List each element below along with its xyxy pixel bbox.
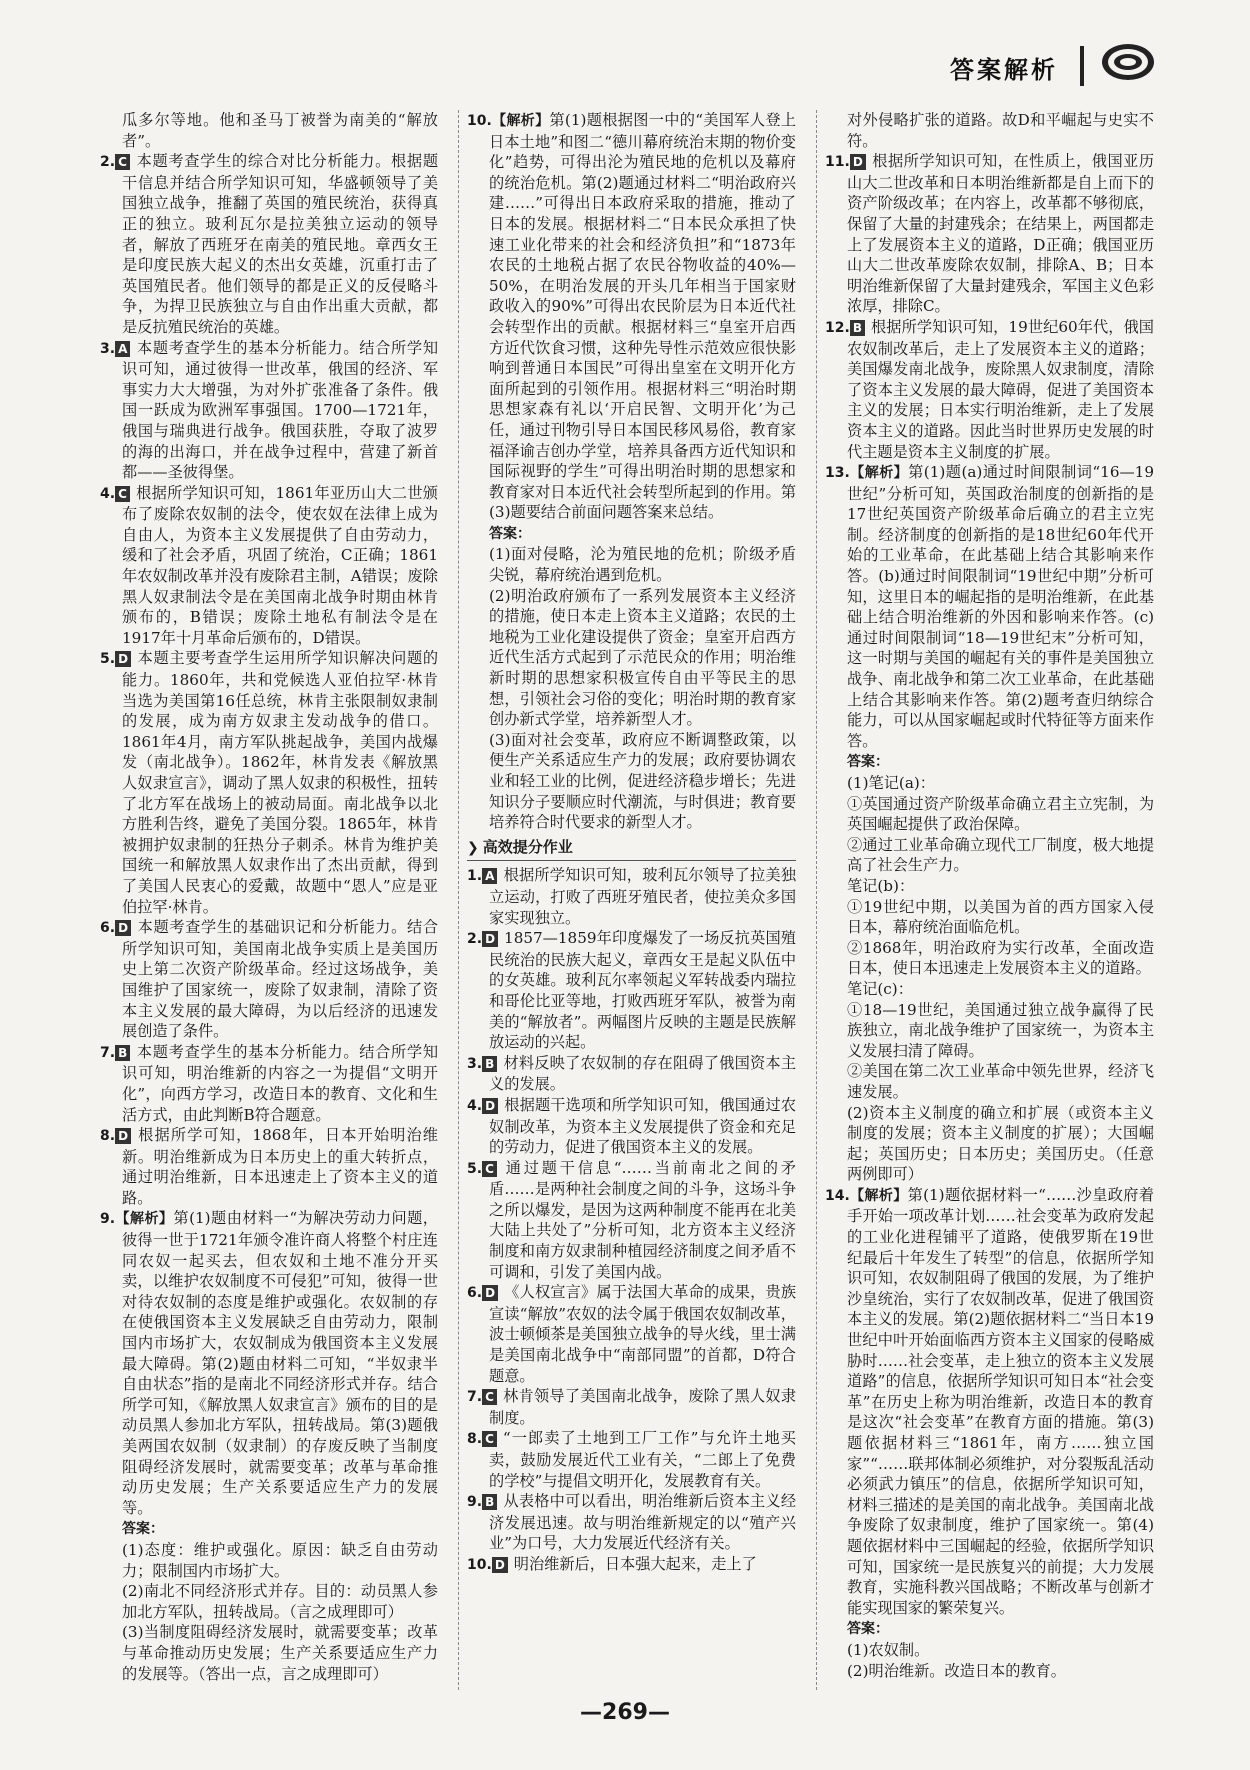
answer-list	[467, 865, 796, 1575]
answer-choice-badge: C	[482, 1389, 497, 1405]
answer-choice-badge: C	[115, 154, 130, 170]
answer-line: ①19世纪中期，以美国为首的西方国家入侵日本，幕府统治面临危机。	[847, 897, 1154, 937]
answer-item-14	[825, 1185, 1154, 1618]
item-number: 1.	[467, 868, 483, 885]
item-text: 根据所学可知，1868年，日本开始明治维新。明治维新成为日本历史上的重大转折点，通过明治维新，日本迅速走上了资本主义的道路。	[122, 1126, 438, 1207]
answer-item-9	[100, 1208, 438, 1518]
item-number: 8.	[100, 1128, 116, 1145]
answer-columns	[100, 110, 1154, 1690]
continued-text: 瓜多尔等地。他和圣马丁被誉为南美的“解放者”。	[122, 111, 438, 150]
analysis-tag: 【解析】	[491, 113, 550, 129]
answer-line: ①18—19世纪，美国通过独立战争赢得了民族独立，南北战争维护了国家统一，为资本主义发展扫清了障碍。	[847, 1000, 1154, 1060]
item-text: 1857—1859年印度爆发了一场反抗英国殖民统治的民族大起义，章西女王是起义队伍中的女英雄。玻利瓦尔率领起义军转战委内瑞拉和哥伦比亚等地，打败西班牙军队，被誉为南美的“解放者”。两幅图片反映的主题是民族解放运动的兴起。	[489, 929, 796, 1052]
answer-item	[467, 865, 796, 928]
item-number: 13.	[825, 465, 850, 482]
answer-line: (1)面对侵略，沦为殖民地的危机；阶级矛盾尖锐，幕府统治遇到危机。	[489, 545, 796, 585]
answer-choice-badge: B	[482, 1494, 497, 1510]
item-text: 根据题干选项和所学知识可知，俄国通过农奴制改革，为资本主义发展提供了资金和充足的劳动力，促进了俄国资本主义的发展。	[489, 1095, 796, 1157]
answer-item	[100, 648, 438, 917]
answer-line: (2)资本主义制度的确立和扩展（或资本主义制度的发展；资本主义制度的扩展）；大国崛起；英国历史；日本历史；美国历史。（任意两例即可）	[847, 1103, 1154, 1184]
answer-choice-badge: C	[482, 1431, 497, 1447]
item-text: 本题考查学生的综合对比分析能力。根据题干信息并结合所学知识可知，华盛顿领导了美国独立战争，推翻了英国的殖民统治，获得真正的独立。玻利瓦尔是拉美独立运动的领导者，解放了西班牙在南美的殖民地。章西女王是印度民族大起义的杰出女英雄，沉重打击了英国殖民者。他们领导的都是正义的反侵略斗争，为捍卫民族独立与自由作出重大贡献，都是反抗殖民统治的英雄。	[122, 152, 438, 336]
item-number: 9.	[100, 1211, 116, 1228]
answer-lines	[847, 773, 1154, 1185]
analysis-tag: 【解析】	[849, 465, 909, 482]
answer-block	[122, 1518, 438, 1684]
page-header	[0, 0, 1250, 100]
answer-item	[825, 317, 1154, 462]
analysis-text: 第(1)题依据材料一“……沙皇政府着手开始一项改革计划……社会变革为政府发起的工业化进程铺平了道路，使俄罗斯在19世纪最后十年发生了转型”的信息，依据所学知识可知，农奴制阻碍了俄国的发展，为了维护沙皇统治，实行了农奴制改革，促进了俄国资本主义的发展。第(2)题依据材料二“当日本19世纪中叶开始面临西方资本主义国家的侵略威胁时……社会变革，走上独立的资本主义发展道路”的信息，依据所学知识可知日本“社会变革”在历史上称为明治维新，改造日本的教育是这次“社会变革”在教育方面的措施。第(3)题依据材料三“1861年，南方……独立国家”“……联邦体制必须维护，对分裂叛乱活动必须武力镇压”的信息，依据所学知识可知，材料三描述的是美国的南北战争。美国南北战争废除了奴隶制度，维护了国家统一。第(4)题依据材料中三国崛起的经验，依据所学知识可知，国家统一是民族复兴的前提；大力发展教育，实施科教兴国战略；不断改革与创新才能实现国家的繁荣复兴。	[847, 1185, 1154, 1617]
item-number: 4.	[467, 1097, 483, 1114]
item-number: 3.	[467, 1055, 483, 1072]
answer-line: (1)笔记(a)：	[847, 774, 935, 792]
answer-item	[467, 1053, 796, 1095]
item-text: 明治维新后，日本强大起来，走上了	[513, 1554, 757, 1573]
item-number: 7.	[100, 1044, 116, 1061]
continued-text: 对外侵略扩张的道路。故D和平崛起与史实不符。	[847, 111, 1154, 150]
item-number: 8.	[467, 1431, 483, 1448]
answer-choice-badge: A	[115, 341, 130, 357]
item-text: 本题考查学生的基本分析能力。结合所学知识可知，通过彼得一世改革，俄国的经济、军事实力大大增强，为对外扩张准备了条件。俄国一跃成为欧洲军事强国。1700—1721年，俄国与瑞典进行战争。俄国获胜，夺取了波罗的海的出海口，并在战争过程中，营建了新首都——圣彼得堡。	[122, 338, 438, 482]
item-number: 4.	[100, 485, 116, 502]
answer-choice-badge: D	[115, 920, 131, 936]
answer-label: 答案：	[847, 754, 889, 771]
answer-line: (1)态度：维护或强化。原因：缺乏自由劳动力；限制国内市场扩大。	[122, 1540, 438, 1580]
answer-line: (3)面对社会变革，政府应不断调整政策，以便生产关系适应生产力的发展；政府要协调农业和轻工业的比例，促进经济稳步增长；先进知识分子要顺应时代潮流，与时俱进；教育要培养符合时代要求的新型人才。	[489, 730, 796, 832]
item-text: 材料反映了农奴制的存在阻碍了俄国资本主义的发展。	[489, 1053, 796, 1094]
answer-line: 笔记(b)：	[847, 876, 915, 895]
item-text: 根据所学知识可知，1861年亚历山大二世颁布了废除农奴制的法令，使农奴在法律上成为自由人，为资本主义发展提供了自由劳动力，缓和了社会矛盾，巩固了统治，C正确；1861年农奴制改革并没有废除君主制，A错误；废除黑人奴隶制法令是在美国南北战争时期由林肯颁布的，B错误；废除土地私有制法令是在1917年十月革命后颁布的，D错误。	[122, 483, 438, 647]
item-text: 根据所学知识可知，玻利瓦尔领导了拉美独立运动，打败了西班牙殖民者，使拉美众多国家实现独立。	[489, 866, 796, 927]
answer-line: (2)明治政府颁布了一系列发展资本主义经济的措施，使日本走上资本主义道路；农民的土地税为工业化建设提供了资金；皇室开启西方近代生活方式起到了示范民众的作用；明治维新时期的思想家积极宣传自由平等民主的思想，引领社会习俗的变化；明治时期的教育家创办新式学堂，培养新型人才。	[489, 586, 796, 729]
header-divider	[1080, 46, 1084, 86]
answer-choice-badge: D	[482, 1098, 498, 1114]
answer-block	[847, 751, 1154, 1184]
answer-choice-badge: C	[115, 486, 130, 502]
item-number: 10.	[467, 1556, 492, 1573]
item-number: 12.	[825, 319, 850, 336]
answer-label: 答案：	[489, 525, 531, 542]
answer-item	[100, 483, 438, 649]
item-number: 2.	[467, 931, 483, 948]
answer-line: ②1868年，明治政府为实行改革，全面改造日本，使日本迅速走上发展资本主义的道路。	[847, 938, 1154, 978]
answer-line: (1)农奴制。	[847, 1640, 930, 1659]
answer-item	[467, 1095, 796, 1158]
column-left	[100, 110, 438, 1690]
analysis-text: 第(1)题由材料一“为解决劳动力问题，彼得一世于1721年颁令准许商人将整个村庄连同农奴一起买去，但农奴和土地不准分开买卖，以维护农奴制度不可侵犯”可知，彼得一世对待农奴制的态度是维护或强化。农奴制的存在使俄国资本主义发展缺乏自由劳动力，限制国内市场扩大，农奴制成为俄国资本主义发展最大障碍。第(2)题由材料二可知，“半奴隶半自由状态”指的是南北不同经济形式并存。结合所学可知，《解放黑人奴隶宣言》颁布的目的是动员黑人参加北方军队，扭转战局。第(3)题俄美两国农奴制（奴隶制）的存废反映了当制度阻碍经济发展时，就需要变革；改革与革命推动历史发展；生产关系要适应生产力的发展等。	[122, 1209, 438, 1517]
answer-lines	[122, 1540, 438, 1684]
answer-label: 答案：	[122, 1521, 164, 1538]
analysis-tag: 【解析】	[115, 1211, 174, 1228]
section-heading	[467, 837, 796, 862]
section-title: 高效提分作业	[482, 837, 573, 856]
analysis-text: 第(1)题根据图一中的“美国军人登上日本土地”和图二“德川幕府统治末期的物价变化”趋势，可得出沦为殖民地的危机以及幕府的统治危机。第(2)题通过材料二“明治政府兴建……”可得出日本政府采取的措施，推动了日本的发展。根据材料二“日本民众承担了快速工业化带来的社会和经济负担”和“1873年农民的土地税占据了农民谷物收益的40%—50%，在明治发展的开头几年相当于国家财政收入的90%”可得出农民阶层为日本近代社会转型作出的贡献。根据材料三“皇室开启西方近代饮食习惯，这种先导性示范效应很快影响到普通日本国民”可得出皇室在文明开化方面所起到的引领作用。根据材料三“明治时期思想家森有礼以‘开启民智、文明开化’为己任，通过刊物引导日本国民移风易俗，教育家福泽谕吉创办学堂，培养具备西方近代知识和国际视野的学生”可得出明治时期的思想家和教育家对日本近代社会转型所起到的作用。第(3)题要结合前面问题答案来总结。	[489, 111, 796, 522]
item-number: 3.	[100, 340, 116, 357]
analysis-tag: 【解析】	[849, 1187, 908, 1204]
answer-choice-badge: D	[482, 1285, 498, 1301]
column-middle	[458, 110, 796, 1690]
item-text: 根据所学知识可知，在性质上，俄国亚历山大二世改革和日本明治维新都是自上而下的资产阶级改革；在内容上，改革都不够彻底，保留了大量的封建残余；在结果上，两国都走上了发展资本主义的道路，D正确；俄国亚历山大二世改革废除农奴制，排除A、B；日本明治维新保留了大量封建残余，军国主义色彩浓厚，排除C。	[847, 152, 1154, 316]
answer-item	[825, 151, 1154, 317]
item-text: 本题考查学生的基本分析能力。结合所学知识可知，明治维新的内容之一为提倡“文明开化”，向西方学习，改造日本的教育、文化和生活方式，由此判断B符合题意。	[122, 1042, 438, 1124]
item-number: 6.	[100, 920, 116, 937]
publisher-logo-icon	[1100, 42, 1156, 82]
item-text: 根据所学知识可知，19世纪60年代，俄国农奴制改革后，走上了发展资本主义的道路；美国爆发南北战争，废除黑人奴隶制度，清除了资本主义发展的最大障碍，促进了美国资本主义的发展；日本实行明治维新，走上了发展资本主义的道路。因此当时世界历史发展的时代主题是资本主义制度的扩展。	[847, 317, 1154, 461]
answer-line: (2)明治维新。改造日本的教育。	[847, 1661, 1066, 1680]
answer-item	[467, 1428, 796, 1491]
item-number: 5.	[100, 651, 116, 668]
answer-choice-badge: D	[482, 931, 498, 947]
answer-choice-badge: D	[850, 154, 866, 170]
answer-list	[825, 151, 1154, 462]
answer-block	[847, 1618, 1154, 1681]
item-text: 本题考查学生的基础识记和分析能力。结合所学知识可知，美国南北战争实质上是美国历史上第二次资产阶级革命。经过这场战争，美国维护了国家统一，废除了奴隶制，清除了资本主义发展的最大障碍，为以后经济的迅速发展创造了条件。	[122, 918, 438, 1041]
answer-item	[467, 1491, 796, 1554]
answer-block	[489, 523, 796, 833]
answer-item	[467, 928, 796, 1053]
header-title: 答案解析	[950, 56, 1058, 84]
answer-line: 笔记(c)：	[847, 979, 913, 998]
item-number: 2.	[100, 154, 116, 171]
answer-line: (2)南北不同经济形式并存。目的：动员黑人参加北方军队，扭转战局。（言之成理即可）	[122, 1582, 438, 1621]
item-number: 6.	[467, 1285, 483, 1302]
item-text: “一郎卖了土地到工厂工作”与允许土地买卖，鼓励发展近代工业有关，“二郎上了免费的学校”与提倡文明开化，发展教育有关。	[489, 1429, 796, 1490]
item-number: 9.	[467, 1494, 483, 1511]
item-number: 5.	[467, 1160, 483, 1177]
column-right	[816, 110, 1154, 1690]
answer-line: (3)当制度阻碍经济发展时，就需要变革；改革与革命推动历史发展；生产关系要适应生产力的发展等。（答出一点，言之成理即可）	[122, 1623, 438, 1683]
answer-choice-badge: D	[115, 1128, 131, 1144]
answer-item	[100, 1125, 438, 1208]
answer-choice-badge: D	[492, 1557, 508, 1573]
item-text: 《人权宣言》属于法国大革命的成果，贵族宣读“解放”农奴的法令属于俄国农奴制改革，波士顿倾茶是美国独立战争的导火线，里士满是美国南北战争中“南部同盟”的首都，D符合题意。	[489, 1283, 796, 1385]
chevron-right-icon: ❯	[467, 839, 479, 856]
answer-list	[100, 151, 438, 1208]
answer-item	[100, 917, 438, 1042]
item-text: 通过题干信息“……当前南北之间的矛盾……是两种社会制度之间的斗争，这场斗争之所以爆发，是因为这两种制度不能再在北美大陆上共处了”分析可知，北方资本主义经济制度和南方奴隶制种植园经济制度之间矛盾不可调和，引发了美国内战。	[489, 1158, 796, 1281]
answer-line: ②通过工业革命确立现代工厂制度，极大地提高了社会生产力。	[847, 835, 1154, 875]
item-number: 11.	[825, 154, 850, 171]
answer-item	[467, 1386, 796, 1428]
answer-choice-badge: C	[482, 1161, 497, 1177]
answer-choice-badge: B	[850, 320, 865, 336]
item-text: 林肯领导了美国南北战争，废除了黑人奴隶制度。	[489, 1387, 796, 1427]
answer-label: 答案：	[847, 1621, 889, 1638]
page-number: —269—	[580, 1700, 670, 1725]
answer-choice-badge: A	[482, 868, 497, 884]
item-number: 14.	[825, 1187, 850, 1204]
answer-choice-badge: B	[482, 1056, 497, 1072]
answer-item-10	[467, 110, 796, 523]
answer-item	[467, 1554, 796, 1576]
answer-item	[100, 1042, 438, 1125]
item-text: 从表格中可以看出，明治维新后资本主义经济发展迅速。故与明治维新规定的以“殖产兴业”为口号，大力发展近代经济有关。	[489, 1492, 796, 1553]
answer-item	[467, 1282, 796, 1386]
answer-line: ②美国在第二次工业革命中领先世界，经济飞速发展。	[847, 1062, 1154, 1101]
answer-item	[100, 338, 438, 483]
analysis-text: 第(1)题(a)通过时间限制词“16—19世纪”分析可知，英国政治制度的创新指的是17世纪英国资产阶级革命后确立的君主立宪制。经济制度的创新指的是18世纪60年代开始的工业革命，在此基础上结合其影响来作答。(b)通过时间限制词“19世纪中期”分析可知，这里日本的崛起指的是明治维新，在此基础上结合明治维新的外因和影响来作答。(c)通过时间限制词“18—19世纪末”分析可知，这一时期与美国的崛起有关的事件是美国独立战争、南北战争和第二次工业革命，在此基础上结合其影响来作答。第(2)题考查归纳综合能力，可以从国家崛起或时代特征等方面来作答。	[847, 463, 1154, 750]
item-number: 10.	[467, 113, 492, 129]
answer-lines	[847, 1640, 1154, 1681]
answer-line: ①英国通过资产阶级革命确立君主立宪制，为英国崛起提供了政治保障。	[847, 794, 1154, 834]
item-text: 本题主要考查学生运用所学知识解决问题的能力。1860年，共和党候选人亚伯拉罕·林肯当选为美国第16任总统，林肯主张限制奴隶制的发展，成为南方奴隶主发动战争的借口。1861年4月，南方军队挑起战争，美国内战爆发（南北战争）。1862年，林肯发表《解放黑人奴隶宣言》，调动了黑人奴隶的积极性，扭转了北方军在战场上的被动局面。南北战争以北方胜利告终，避免了美国分裂。1865年，林肯被拥护奴隶制的狂热分子刺杀。林肯为维护美国统一和解放黑人奴隶作出了杰出贡献，得到了美国人民衷心的爱戴，故题中“恩人”应是亚伯拉罕·林肯。	[122, 649, 438, 916]
answer-lines	[489, 544, 796, 832]
answer-item-13	[825, 462, 1154, 751]
answer-item	[467, 1158, 796, 1283]
answer-choice-badge: D	[115, 651, 131, 667]
item-number: 7.	[467, 1389, 483, 1406]
answer-item	[100, 151, 438, 337]
answer-choice-badge: B	[115, 1045, 130, 1061]
